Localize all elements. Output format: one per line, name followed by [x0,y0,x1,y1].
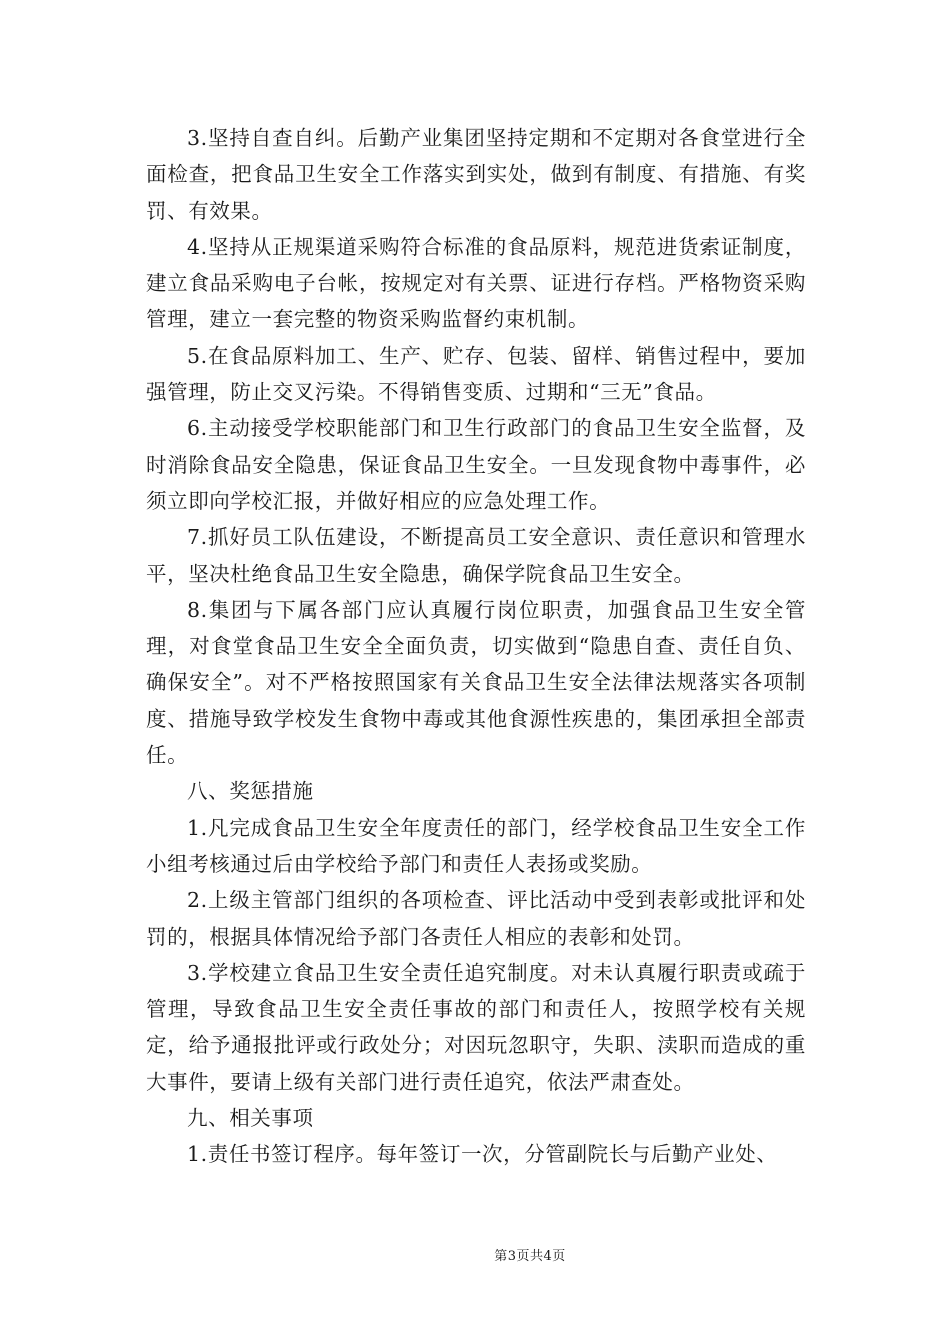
paragraph-processing: 5.在食品原料加工、生产、贮存、包装、留样、销售过程中，要加强管理，防止交叉污染。不得销售变质、过期和“三无”食品。 [146,343,806,405]
paragraph-signing: 1.责任书签订程序。每年签订一次，分管副院长与后勤产业处、 [187,1142,778,1167]
document-body [146,120,806,1173]
paragraph-reward: 1.凡完成食品卫生安全年度责任的部门，经学校食品卫生安全工作小组考核通过后由学校给予部门和责任人表扬或奖励。 [146,815,806,876]
paragraph-accountability: 3.学校建立食品卫生安全责任追究制度。对未认真履行职责或疏于管理，导致食品卫生安全责任事故的部门和责任人，按照学校有关规定，给予通报批评或行政处分；对因玩忽职守，失职、渎职而造成的重大事件，要请上级有关部门进行责任追究，依法严肃查处。 [146,960,806,1094]
paragraph-responsibility: 8.集团与下属各部门应认真履行岗位职责，加强食品卫生安全管理，对食堂食品卫生安全全面负责，切实做到“隐患自查、责任自负、确保安全”。对不严格按照国家有关食品卫生安全法律法规落实各项制度、措施导致学校发生食物中毒或其他食源性疾患的，集团承担全部责任。 [146,597,806,768]
paragraph-procurement: 4.坚持从正规渠道采购符合标准的食品原料，规范进货索证制度，建立食品采购电子台帐，按规定对有关票、证进行存档。严格物资采购管理，建立一套完整的物资采购监督约束机制。 [146,234,806,332]
paragraph-inspection-results: 2.上级主管部门组织的各项检查、评比活动中受到表彰或批评和处罚的，根据具体情况给予部门各责任人相应的表彰和处罚。 [146,888,806,949]
section-heading-rewards: 八、奖惩措施 [187,779,314,804]
section-heading-related: 九、相关事项 [187,1106,314,1131]
paragraph-staff: 7.抓好员工队伍建设，不断提高员工安全意识、责任意识和管理水平，坚决杜绝食品卫生安全隐患，确保学院食品卫生安全。 [146,525,806,586]
page-number-footer: 第3页共4页 [494,1249,566,1264]
paragraph-supervision: 6.主动接受学校职能部门和卫生行政部门的食品卫生安全监督，及时消除食品安全隐患，保证食品卫生安全。一旦发现食物中毒事件，必须立即向学校汇报，并做好相应的应急处理工作。 [146,416,806,513]
paragraph-self-inspection: 3.坚持自查自纠。后勤产业集团坚持定期和不定期对各食堂进行全面检查，把食品卫生安全工作落实到实处，做到有制度、有措施、有奖罚、有效果。 [146,126,806,223]
